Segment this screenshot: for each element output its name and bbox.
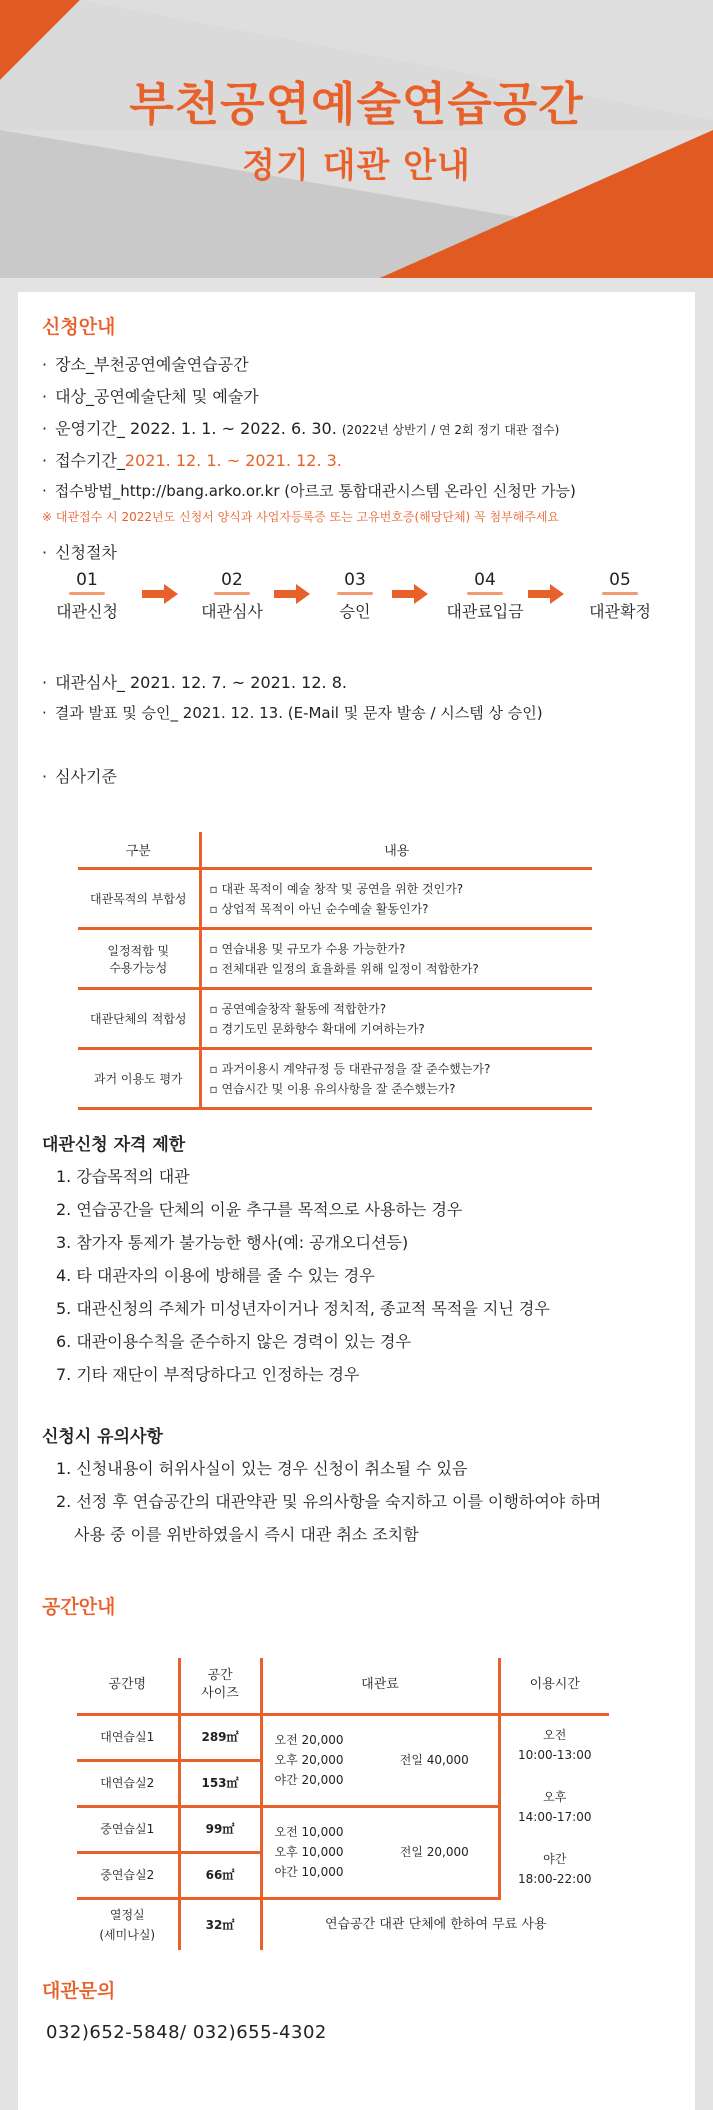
info-method: · 접수방법_http://bang.arko.or.kr (아르코 통합대관시스템 온라인 신청만 가능) — [42, 482, 576, 500]
space-table — [77, 1658, 609, 1950]
criteria-table — [78, 832, 592, 1110]
table-row: 중연습실2 66㎡ — [77, 1852, 609, 1898]
arrow-right-icon — [392, 584, 428, 604]
page-subtitle: 정기 대관 안내 — [242, 146, 471, 186]
space-header-fee: 대관료 — [261, 1658, 499, 1714]
info-target: · 대상_공연예술단체 및 예술가 — [42, 387, 259, 406]
list-item: 사용 중 이를 위반하였을시 즉시 대관 취소 조치함 — [74, 1525, 419, 1544]
list-item: 6. 대관이용수칙을 준수하지 않은 경력이 있는 경우 — [56, 1332, 411, 1351]
step-3: 03 승인 — [310, 570, 400, 622]
criteria-title: · 심사기준 — [42, 767, 117, 786]
review-period: · 대관심사_ 2021. 12. 7. ~ 2021. 12. 8. — [42, 673, 347, 692]
table-row: 과거 이용도 평가 ▫ 과거이용시 계약규정 등 대관규정을 잘 준수했는가? ▫ 연습시간 및 이용 유의사항을 잘 준수했는가? — [78, 1049, 592, 1109]
arrow-right-icon — [274, 584, 310, 604]
step-2: 02 대관심사 — [201, 570, 263, 621]
list-item: 1. 신청내용이 허위사실이 있는 경우 신청이 취소될 수 있음 — [56, 1459, 468, 1478]
step-5: 05 대관확정 — [589, 570, 651, 621]
page-title: 부천공연예술연습공간 — [129, 77, 584, 131]
precautions-title: 신청시 유의사항 — [42, 1427, 163, 1447]
list-item: 3. 참가자 통제가 불가능한 행사(예: 공개오디션등) — [56, 1233, 409, 1252]
restrictions-title: 대관신청 자격 제한 — [42, 1135, 186, 1155]
criteria-header-category: 구분 — [78, 832, 200, 869]
space-header-size: 공간 사이즈 — [179, 1658, 261, 1714]
info-period: · 운영기간_ 2022. 1. 1. ~ 2022. 6. 30. (2022년 상반기 / 연 2회 정기 대관 접수) — [42, 419, 560, 438]
procedure-steps — [42, 570, 672, 630]
space-section-title: 공간안내 — [42, 1596, 116, 1618]
header-banner — [0, 0, 713, 278]
info-receipt-period: · 접수기간_2021. 12. 1. ~ 2021. 12. 3. — [42, 451, 342, 470]
space-header-hours: 이용시간 — [499, 1658, 609, 1714]
arrow-right-icon — [142, 584, 178, 604]
info-location: · 장소_부천공연예술연습공간 — [42, 355, 249, 374]
list-item: 4. 타 대관자의 이용에 방해를 줄 수 있는 경우 — [56, 1266, 375, 1285]
table-row: 열정실 (세미나실) 32㎡ 연습공간 대관 단체에 한하여 무료 사용 — [77, 1898, 609, 1950]
criteria-header-content: 내용 — [200, 832, 592, 869]
list-item: 7. 기타 재단이 부적당하다고 인정하는 경우 — [56, 1365, 360, 1384]
space-header-name: 공간명 — [77, 1658, 179, 1714]
table-row: 대연습실1 289㎡ 오전 20,000 오후 20,000 야간 20,000 전일 40,000 오전 10:00-13:00 오후 14:00-17:00 야간 18:00-22:00 — [77, 1714, 609, 1760]
list-item: 2. 선정 후 연습공간의 대관약관 및 유의사항을 숙지하고 이를 이행하여야 하며 — [56, 1492, 602, 1511]
attachment-note: ※ 대관접수 시 2022년도 신청서 양식과 사업자등록증 또는 고유번호증(해당단체) 꼭 첨부해주세요 — [42, 510, 560, 524]
table-row: 중연습실1 99㎡ 오전 10,000 오후 10,000 야간 10,000 전일 20,000 — [77, 1806, 609, 1852]
list-item: 1. 강습목적의 대관 — [56, 1167, 190, 1186]
list-item: 5. 대관신청의 주체가 미성년자이거나 정치적, 종교적 목적을 지닌 경우 — [56, 1299, 550, 1318]
contact-phone: 032)652-5848/ 032)655-4302 — [46, 2022, 327, 2043]
table-row: 대관목적의 부합성 ▫ 대관 목적이 예술 창작 및 공연을 위한 것인가? ▫ 상업적 목적이 아닌 순수예술 활동인가? — [78, 869, 592, 929]
step-4: 04 대관료입금 — [446, 570, 524, 621]
table-row: 대관단체의 적합성 ▫ 공연예술창작 활동에 적합한가? ▫ 경기도민 문화향수 확대에 기여하는가? — [78, 989, 592, 1049]
procedure-title: · 신청절차 — [42, 543, 117, 562]
step-1: 01 대관신청 — [56, 570, 118, 621]
list-item: 2. 연습공간을 단체의 이윤 추구를 목적으로 사용하는 경우 — [56, 1200, 463, 1219]
contact-section-title: 대관문의 — [42, 1980, 116, 2002]
result-announcement: · 결과 발표 및 승인_ 2021. 12. 13. (E-Mail 및 문자 발송 / 시스템 상 승인) — [42, 704, 543, 722]
arrow-right-icon — [528, 584, 564, 604]
table-row: 대연습실2 153㎡ — [77, 1760, 609, 1806]
table-row: 일정적합 및 수용가능성 ▫ 연습내용 및 규모가 수용 가능한가? ▫ 전체대관 일정의 효율화를 위해 일정이 적합한가? — [78, 929, 592, 989]
content-card — [18, 292, 695, 2110]
application-section-title: 신청안내 — [42, 316, 116, 338]
